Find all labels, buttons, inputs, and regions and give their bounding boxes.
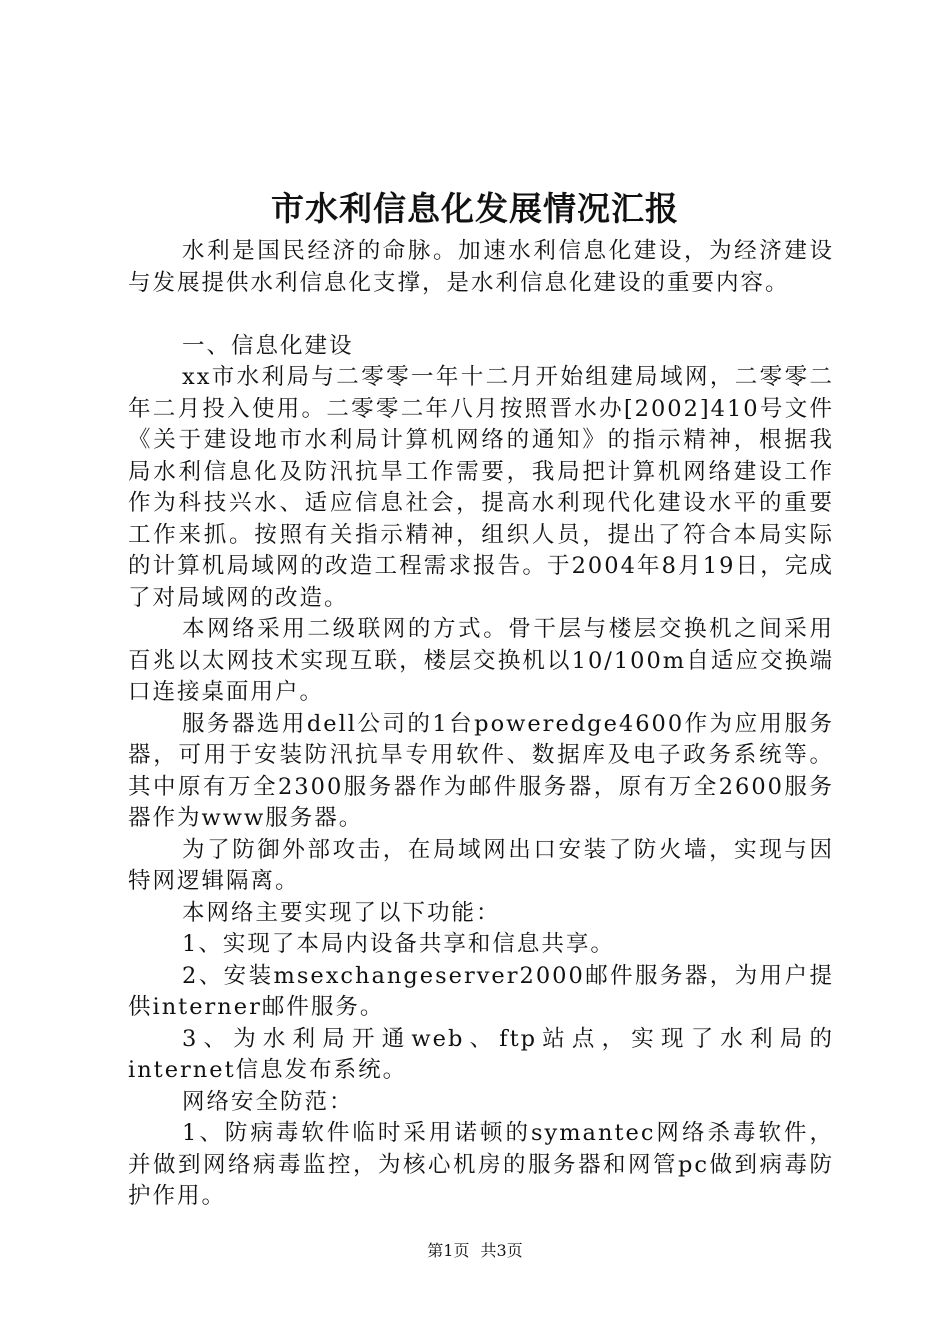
- document-title: 市水利信息化发展情况汇报: [271, 189, 679, 228]
- section-heading-informatization: 一、信息化建设: [182, 332, 354, 359]
- paragraph-firewall: 为了防御外部攻击，在局域网出口安装了防火墙，实现与因特网逻辑隔离。: [128, 836, 834, 894]
- paragraph-network-structure: 本网络采用二级联网的方式。骨干层与楼层交换机之间采用百兆以太网技术实现互联，楼层交换机以10/100m自适应交换端口连接桌面用户。: [128, 616, 834, 705]
- document-body: [128, 236, 834, 1213]
- page-number: 第1页: [427, 1241, 470, 1260]
- paragraph-security-heading: 网络安全防范：: [182, 1088, 354, 1115]
- list-item-function-2: 2、安装msexchangeserver2000邮件服务器，为用户提供interner邮件服务。: [128, 962, 834, 1020]
- page-total: 共3页: [480, 1241, 523, 1260]
- list-item-function-1: 1、实现了本局内设备共享和信息共享。: [182, 931, 615, 957]
- paragraph-functions-heading: 本网络主要实现了以下功能：: [182, 899, 501, 926]
- paragraph-gap: [128, 299, 834, 331]
- page-footer: [0, 1240, 950, 1262]
- list-item-security-1: 1、防病毒软件临时采用诺顿的symantec网络杀毒软件，并做到网络病毒监控，为核心机房的服务器和网管pc做到病毒防护作用。: [128, 1120, 834, 1209]
- list-item-function-3: 3、为水利局开通web、ftp站点，实现了水利局的internet信息发布系统。: [128, 1025, 834, 1083]
- paragraph-intro: 水利是国民经济的命脉。加速水利信息化建设，为经济建设与发展提供水利信息化支撑，是水利信息化建设的重要内容。: [128, 238, 834, 296]
- paragraph-servers: 服务器选用dell公司的1台poweredge4600作为应用服务器，可用于安装防汛抗旱专用软件、数据库及电子政务系统等。其中原有万全2300服务器作为邮件服务器，原有万全2600服务器作为www服务器。: [128, 710, 834, 831]
- paragraph-lan-history: xx市水利局与二零零一年十二月开始组建局域网，二零零二年二月投入使用。二零零二年八月按照晋水办[2002]410号文件《关于建设地市水利局计算机网络的通知》的指示精神，根据我局水利信息化及防汛抗旱工作需要，我局把计算机网络建设工作作为科技兴水、适应信息社会，提高水利现代化建设水平的重要工作来抓。按照有关指示精神，组织人员，提出了符合本局实际的计算机局域网的改造工程需求报告。于2004年8月19日，完成了对局域网的改造。: [128, 364, 834, 611]
